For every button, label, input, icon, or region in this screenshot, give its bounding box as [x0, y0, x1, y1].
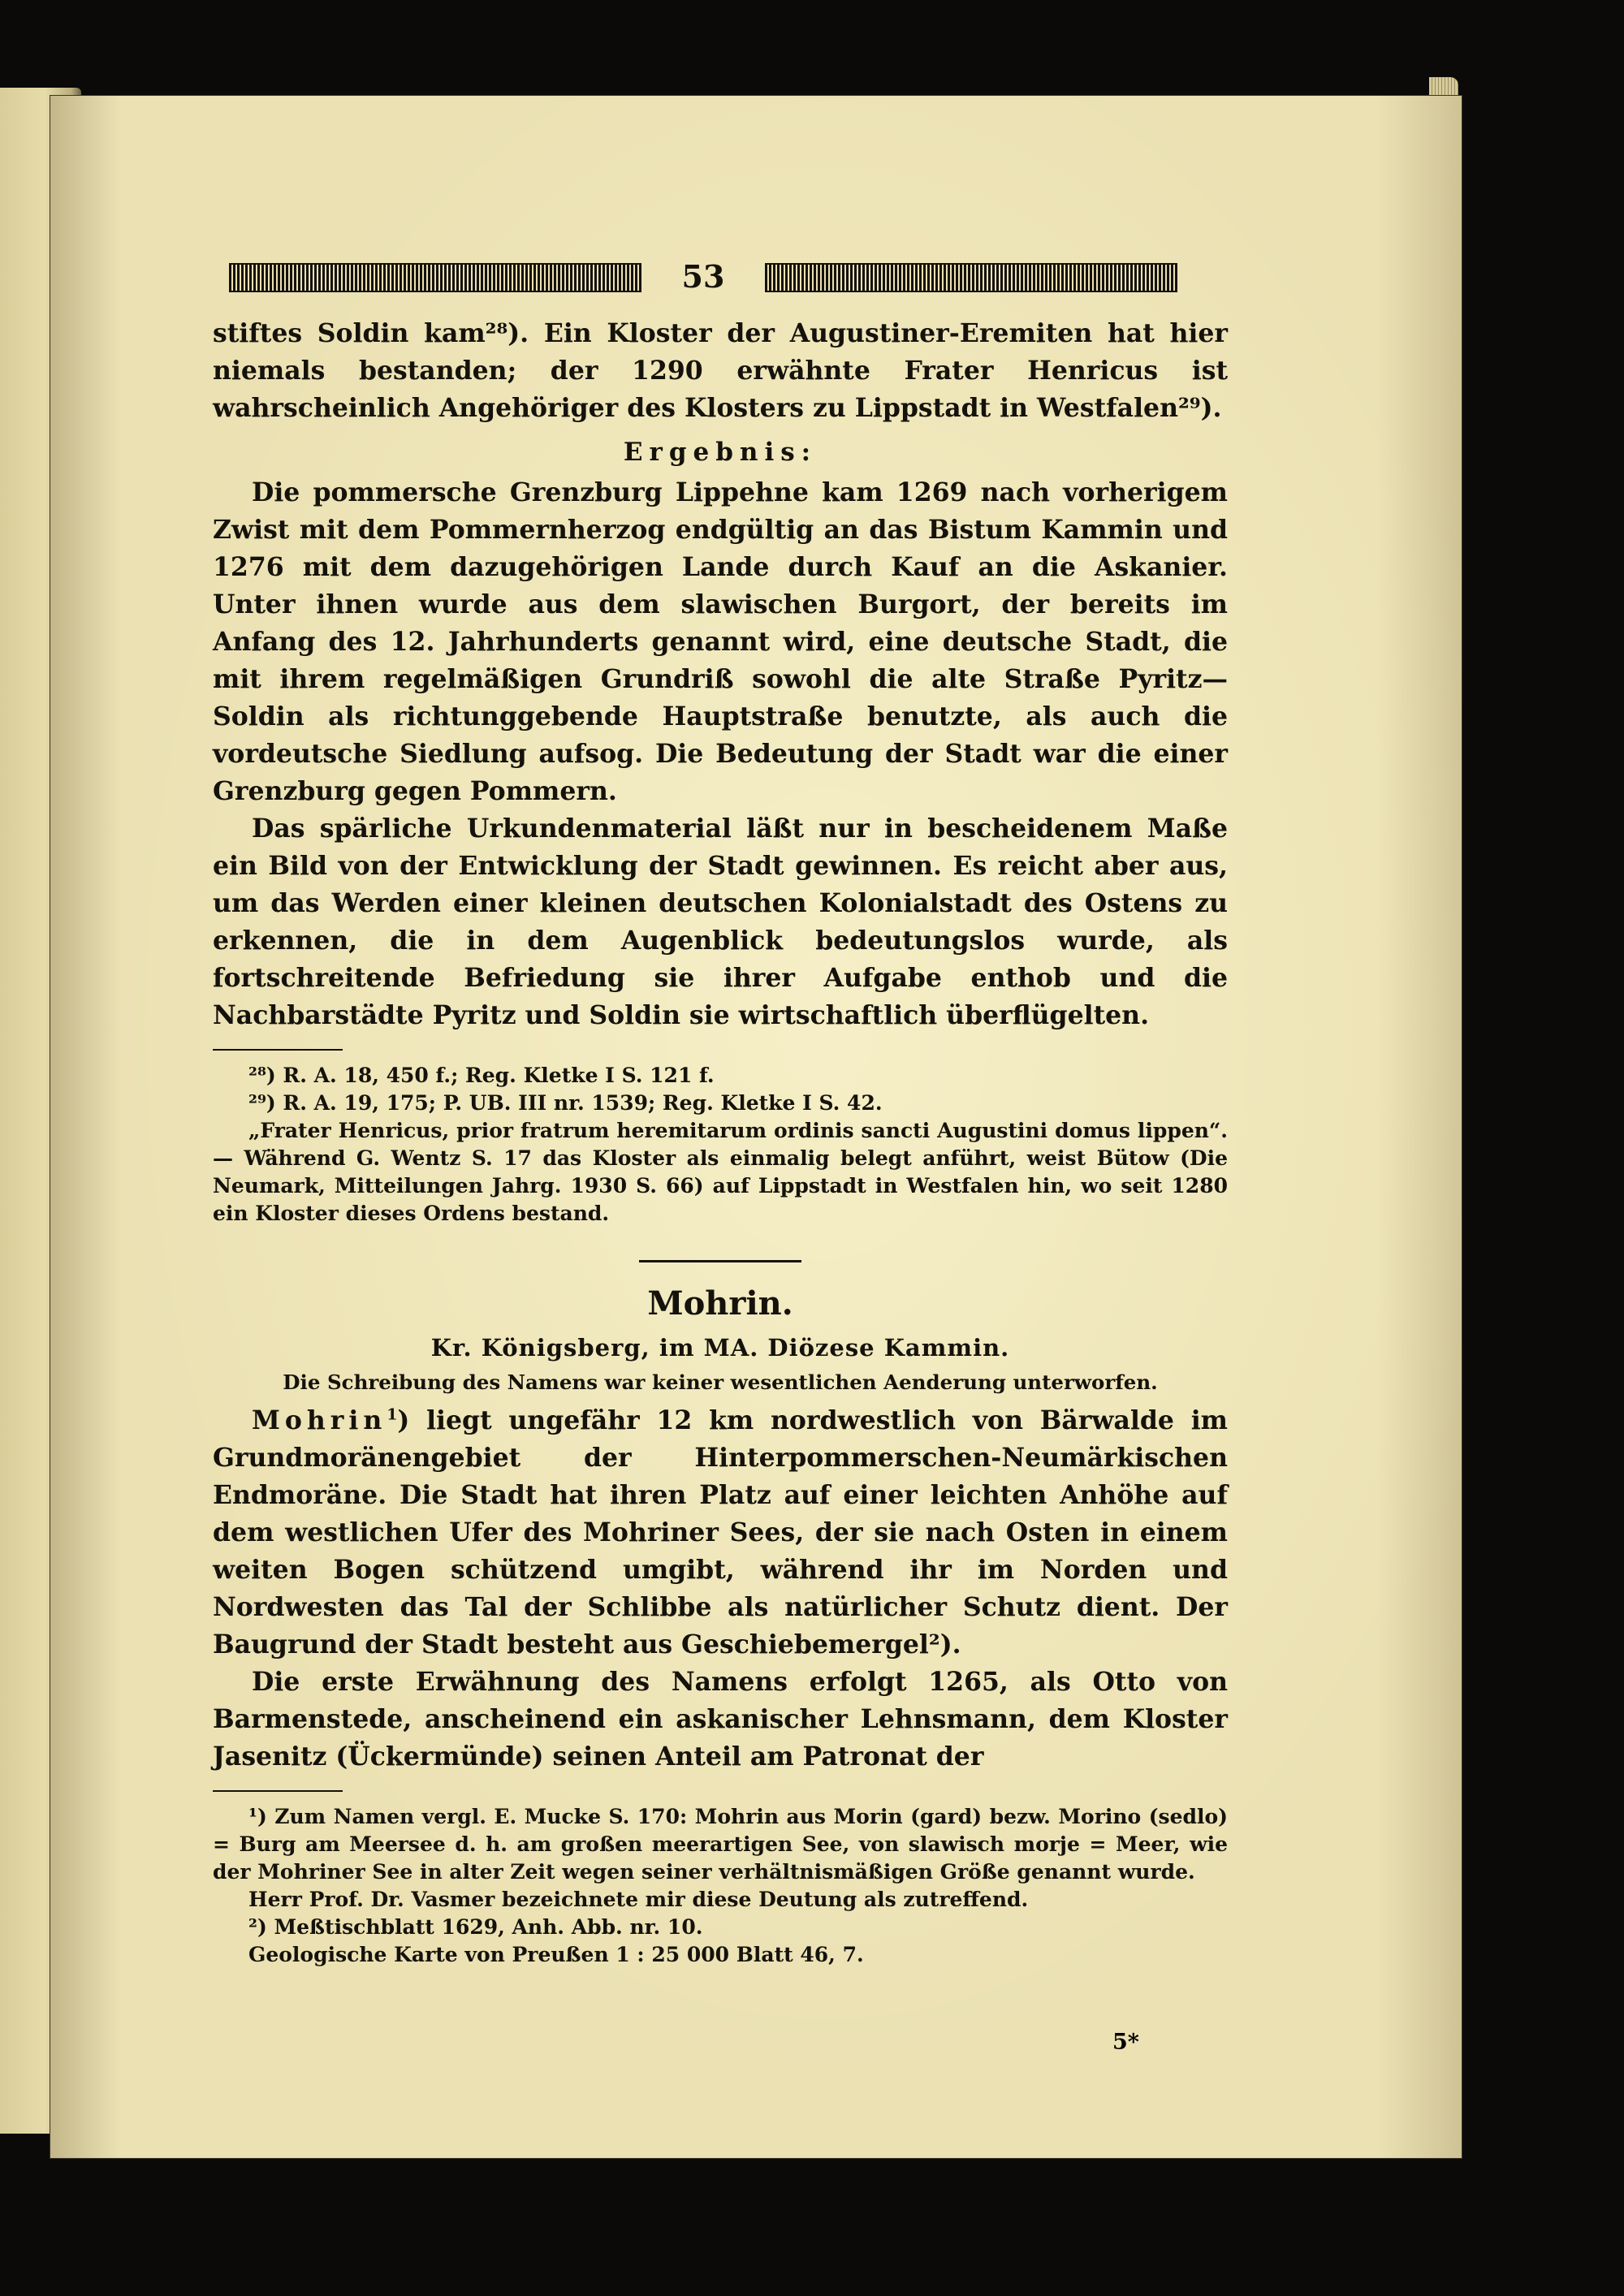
header-ornament-left: [229, 263, 641, 292]
footnote-29: ²⁹) R. A. 19, 175; P. UB. III nr. 1539; Reg. Kletke I S. 42.: [248, 1091, 883, 1115]
paragraph-mohrin-2: Die erste Erwähnung des Namens erfolgt 1265, als Otto von Barmenstede, anscheinend ein askanischer Lehnsmann, dem Kloster Jasenitz (Ückermünde) seinen Anteil am Patronat der: [213, 1667, 1228, 1772]
paragraph-continuation: stiftes Soldin kam²⁸). Ein Kloster der Augustiner-Eremiten hat hier niemals bestanden; der 1290 erwähnte Frater Henricus ist wahrscheinlich Angehöriger des Klosters zu Lippstadt in Westfalen²⁹).: [213, 318, 1228, 423]
footnote-divider-2: [213, 1790, 343, 1792]
printer-signature-mark: 5*: [1112, 2030, 1139, 2055]
page-content: [213, 315, 1228, 1969]
paragraph-ergebnis-2: Das spärliche Urkundenmaterial läßt nur in bescheidenem Maße ein Bild von der Entwicklung der Stadt gewinnen. Es reicht aber aus, um das Werden einer kleinen deutschen Kolonialstadt des Ostens zu erkennen, die in dem Augenblick bedeutungslos wurde, als fortschreitende Befriedung sie ihrer Aufgabe enthob und die Nachbarstädte Pyritz und Soldin sie wirtschaftlich überflügelten.: [213, 814, 1228, 1030]
footnote-1-addendum: Herr Prof. Dr. Vasmer bezeichnete mir diese Deutung als zutreffend.: [248, 1888, 1029, 1911]
footnote-divider: [213, 1049, 343, 1051]
lead-word: Mohrin: [252, 1405, 387, 1435]
footnote-29-quote: „Frater Henricus, prior fratrum heremitarum ordinis sancti Augustini domus lippen“. — Während G. Wentz S. 17 das Kloster als einmalig belegt anführt, weist Bütow (Die Neumark, Mitteilungen Jahrg. 1930 S. 66) auf Lippstadt in Westfalen hin, wo seit 1280 ein Kloster dieses Ordens bestand.: [213, 1119, 1228, 1225]
paragraph-mohrin-1-text: ) liegt ungefähr 12 km nordwestlich von Bärwalde im Grundmoränengebiet der Hinterpommerschen-Neumärkischen Endmoräne. Die Stadt hat ihren Platz auf einer leichten Anhöhe auf dem westlichen Ufer des Mohriner Sees, der sie nach Osten in einem weiten Bogen schützend umgibt, während ihr im Norden und Nordwesten das Tal der Schlibbe als natürlicher Schutz dient. Der Baugrund der Stadt besteht aus Geschiebemergel²).: [213, 1405, 1228, 1659]
section-note: Die Schreibung des Namens war keiner wesentlichen Aenderung unterworfen.: [283, 1370, 1158, 1394]
footnote-ref-1: 1: [387, 1405, 398, 1424]
footnote-2: ²) Meßtischblatt 1629, Anh. Abb. nr. 10.: [248, 1915, 703, 1939]
footnote-1: ¹) Zum Namen vergl. E. Mucke S. 170: Mohrin aus Morin (gard) bezw. Morino (sedlo) = Burg am Meersee d. h. am großen meerartigen See, von slawisch morje = Meer, wie der Mohriner See in alter Zeit wegen seiner verhältnismäßigen Größe genannt wurde.: [213, 1805, 1228, 1884]
paragraph-mohrin-1: [213, 1402, 1228, 1664]
section-title: Mohrin.: [647, 1284, 793, 1323]
page-header: [229, 257, 1228, 297]
section-subtitle: Kr. Königsberg, im MA. Diözese Kammin.: [430, 1334, 1010, 1362]
footnote-28: ²⁸) R. A. 18, 450 f.; Reg. Kletke I S. 121 f.: [248, 1064, 715, 1087]
page-number: 53: [681, 258, 725, 295]
paragraph-ergebnis-1: Die pommersche Grenzburg Lippehne kam 1269 nach vorherigem Zwist mit dem Pommernherzog endgültig an das Bistum Kammin und 1276 mit dem dazugehörigen Lande durch Kauf an die Askanier. Unter ihnen wurde aus dem slawischen Burgort, der bereits im Anfang des 12. Jahrhunderts genannt wird, eine deutsche Stadt, die mit ihrem regelmäßigen Grundriß sowohl die alte Straße Pyritz—Soldin als richtunggebende Hauptstraße benutzte, als auch die vordeutsche Siedlung aufsog. Die Bedeutung der Stadt war die einer Grenzburg gegen Pommern.: [213, 477, 1228, 806]
footnote-2-addendum: Geologische Karte von Preußen 1 : 25 000 Blatt 46, 7.: [248, 1943, 864, 1966]
heading-ergebnis: Ergebnis:: [623, 438, 818, 467]
header-ornament-right: [765, 263, 1177, 292]
section-divider: [639, 1260, 801, 1262]
book-page: [50, 96, 1462, 2158]
